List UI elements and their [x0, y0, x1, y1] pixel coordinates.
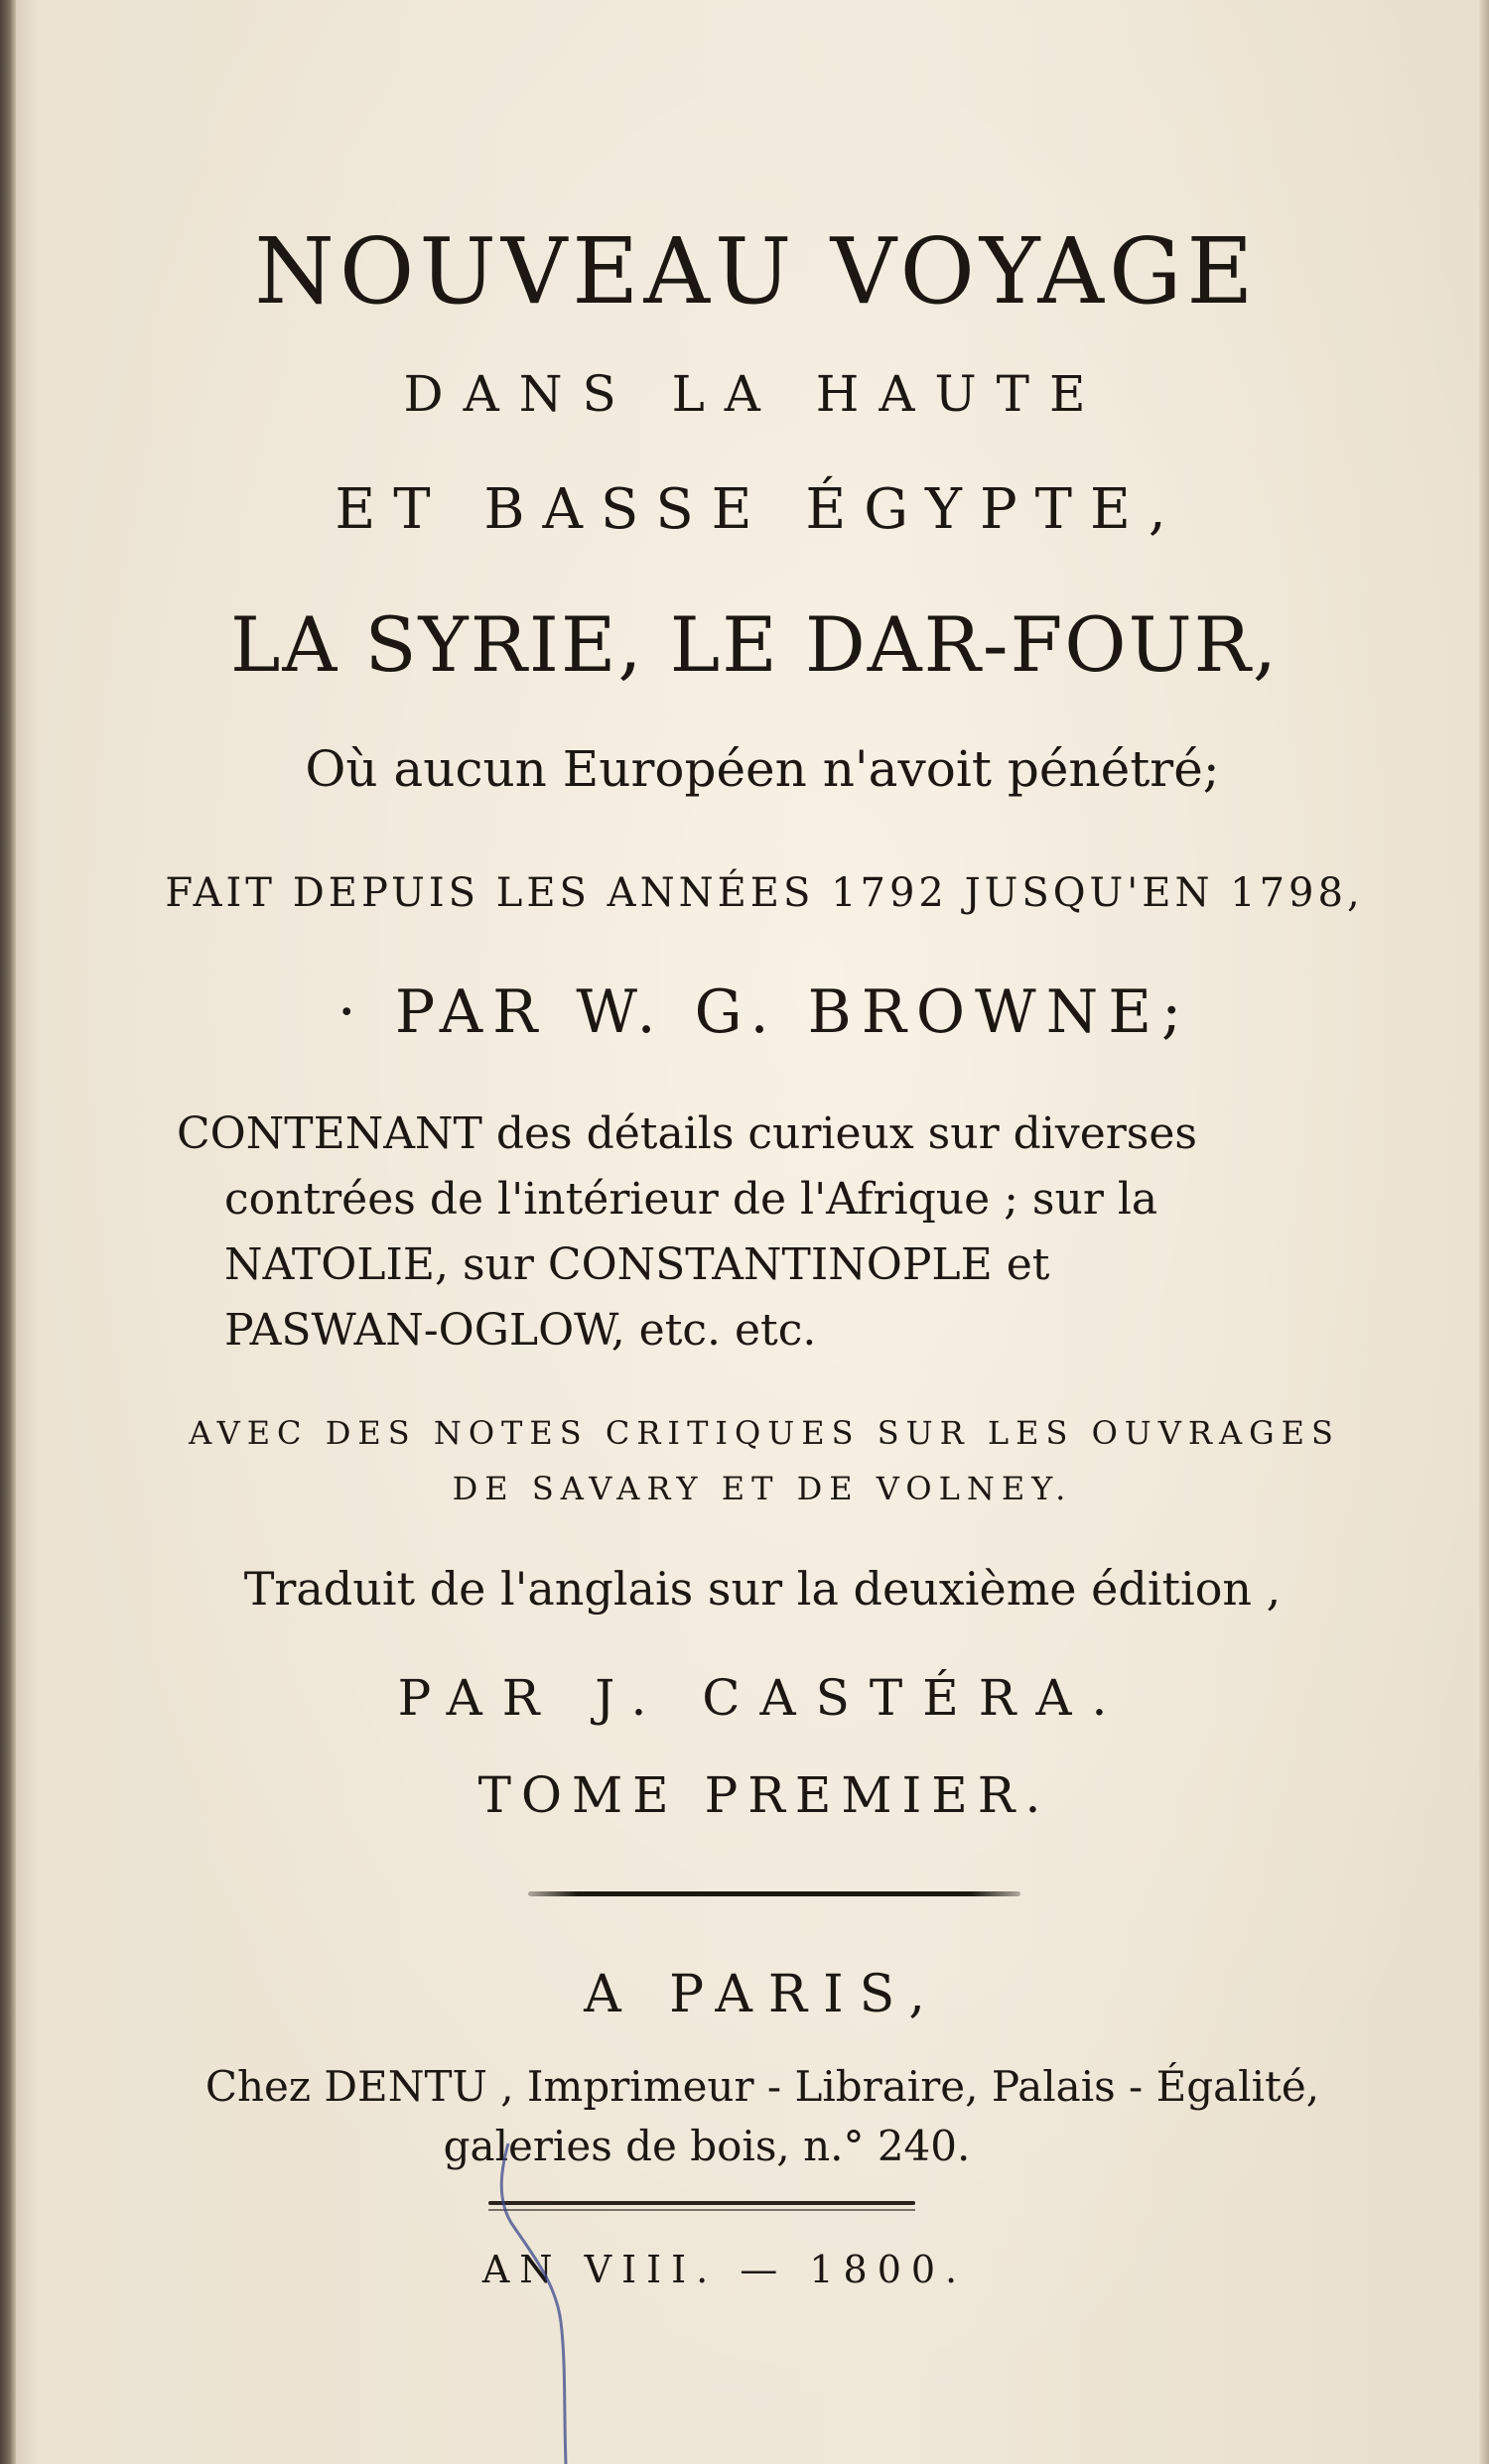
- contents-line-2: contrées de l'intérieur de l'Afrique ; sur la: [224, 1174, 1158, 1225]
- contents-line-1: CONTENANT des détails curieux sur diverses: [177, 1108, 1197, 1159]
- year-line: AN VIII. — 1800.: [481, 2248, 968, 2291]
- contents-line-4: PASWAN-OGLOW, etc. etc.: [224, 1305, 817, 1356]
- notes-line-1: AVEC DES NOTES CRITIQUES SUR LES OUVRAGES: [189, 1414, 1340, 1452]
- contents-paragraph: [177, 1102, 1308, 1363]
- translated-line: Traduit de l'anglais sur la deuxième édition ,: [243, 1562, 1282, 1616]
- divider-rule-double: [488, 2201, 915, 2205]
- title-line-1: NOUVEAU VOYAGE: [254, 218, 1259, 324]
- city-line: A PARIS,: [584, 1965, 941, 2024]
- subtitle: Où aucun Européen n'avoit pénétré;: [305, 740, 1220, 798]
- address-line: galeries de bois, n.° 240.: [443, 2122, 971, 2170]
- author-line: · PAR W. G. BROWNE;: [337, 977, 1192, 1047]
- divider-rule: [528, 1891, 1020, 1896]
- dates-line: FAIT DEPUIS LES ANNÉES 1792 JUSQU'EN 1798,: [165, 870, 1364, 916]
- publisher-line: Chez DENTU , Imprimeur - Libraire, Palais - Égalité,: [204, 2062, 1320, 2111]
- title-line-4: LA SYRIE, LE DAR-FOUR,: [229, 600, 1280, 689]
- title-line-3: ET BASSE ÉGYPTE,: [335, 477, 1184, 542]
- notes-line-2: DE SAVARY ET DE VOLNEY.: [452, 1470, 1073, 1507]
- title-line-2: DANS LA HAUTE: [403, 365, 1106, 423]
- contents-line-3: NATOLIE, sur CONSTANTINOPLE et: [224, 1239, 1050, 1290]
- divider-rule-double-thin: [488, 2209, 915, 2211]
- tome-line: TOME PREMIER.: [477, 1766, 1051, 1824]
- translator-line: PAR J. CASTÉRA.: [397, 1669, 1128, 1727]
